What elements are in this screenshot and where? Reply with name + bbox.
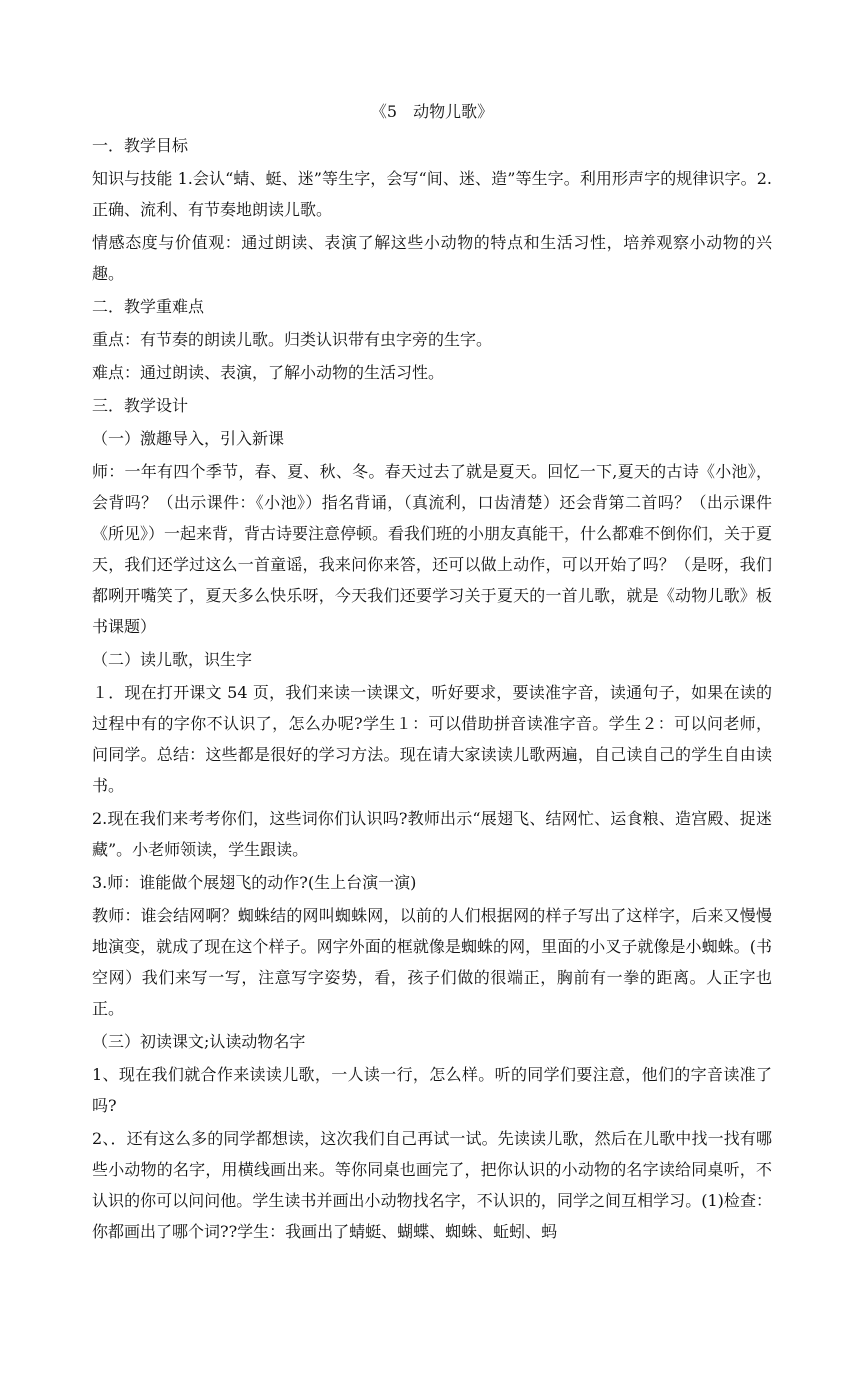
body-subheading-intro: （一）激趣导入，引入新课 bbox=[92, 429, 285, 448]
body-paragraph-step3: 3.师：谁能做个展翅飞的动作?(生上台演一演) bbox=[92, 873, 417, 892]
body-subheading-reading: （二）读儿歌，识生字 bbox=[92, 650, 253, 669]
body-heading-design: 三．教学设计 bbox=[92, 396, 189, 415]
body-paragraph-emotion: 情感态度与价值观：通过朗读、表演了解这些小动物的特点和生活习性，培养观察小动物的兴趣。 bbox=[92, 233, 772, 283]
body-paragraph-step1: １．现在打开课文 54 页，我们来读一读课文，听好要求，要读准字音，读通句子，如果在读的过程中有的字你不认识了，怎么办呢?学生１：可以借助拼音读准字音。学生２：可以问老师，问同学。总结：这些都是很好的学习方法。现在请大家读读儿歌两遍，自己读自己的学生自由读书。 bbox=[92, 683, 772, 795]
body-paragraph-intro: 师：一年有四个季节，春、夏、秋、冬。春天过去了就是夏天。回忆一下,夏天的古诗《小池》，会背吗？（出示课件：《小池》）指名背诵，（真流利，口齿清楚）还会背第二首吗？（出示课件《所见》）一起来背，背古诗要注意停顿。看我们班的小朋友真能干，什么都难不倒你们，关于夏天，我们还学过这么一首童谣，我来问你来答，还可以做上动作，可以开始了吗？（是呀，我们都咧开嘴笑了，夏天多么快乐呀，今天我们还要学习关于夏天的一首儿歌，就是《动物儿歌》板书课题） bbox=[92, 462, 773, 636]
body-heading-keypoints: 二．教学重难点 bbox=[92, 297, 205, 316]
body-paragraph-step2: 2.现在我们来考考你们，这些词你们认识吗?教师出示“展翅飞、结网忙、运食粮、造宫殿、捉迷藏”。小老师领读，学生跟读。 bbox=[92, 809, 772, 859]
body-paragraph-difficulty: 难点：通过朗读、表演，了解小动物的生活习性。 bbox=[92, 363, 445, 382]
document-title: 《5 动物儿歌》 bbox=[370, 102, 494, 121]
body-paragraph-teacher: 教师：谁会结网啊？蜘蛛结的网叫蜘蛛网，以前的人们根据网的样子写出了这样字，后来又慢慢地演变，就成了现在这个样子。网字外面的框就像是蜘蛛的网，里面的小叉子就像是小蜘蛛。(书空网）我们来写一写，注意写字姿势，看，孩子们做的很端正，胸前有一拳的距离。人正字也正。 bbox=[92, 906, 772, 1018]
body-paragraph-practice: 2、．还有这么多的同学都想读，这次我们自己再试一试。先读读儿歌，然后在儿歌中找一找有哪些小动物的名字，用横线画出来。等你同桌也画完了，把你认识的小动物的名字读给同桌听，不认识的你可以问问他。学生读书并画出小动物找名字，不认识的，同学之间互相学习。(1)检查：你都画出了哪个词??学生：我画出了蜻蜓、蝴蝶、蜘蛛、蚯蚓、蚂 bbox=[92, 1129, 772, 1241]
body-paragraph-focus: 重点：有节奏的朗读儿歌。归类认识带有虫字旁的生字。 bbox=[92, 330, 493, 349]
body-subheading-first-reading: （三）初读课文;认读动物名字 bbox=[92, 1032, 306, 1051]
body-paragraph-knowledge: 知识与技能 1.会认“蜻、蜓、迷”等生字，会写“间、迷、造”等生字。利用形声字的规律识字。2.正确、流利、有节奏地朗读儿歌。 bbox=[92, 169, 772, 219]
body-paragraph-cooperate: 1、现在我们就合作来读读儿歌，一人读一行，怎么样。听的同学们要注意，他们的字音读准了吗? bbox=[92, 1065, 772, 1115]
body-heading-objectives: 一．教学目标 bbox=[92, 136, 189, 155]
document-page bbox=[92, 96, 772, 1249]
